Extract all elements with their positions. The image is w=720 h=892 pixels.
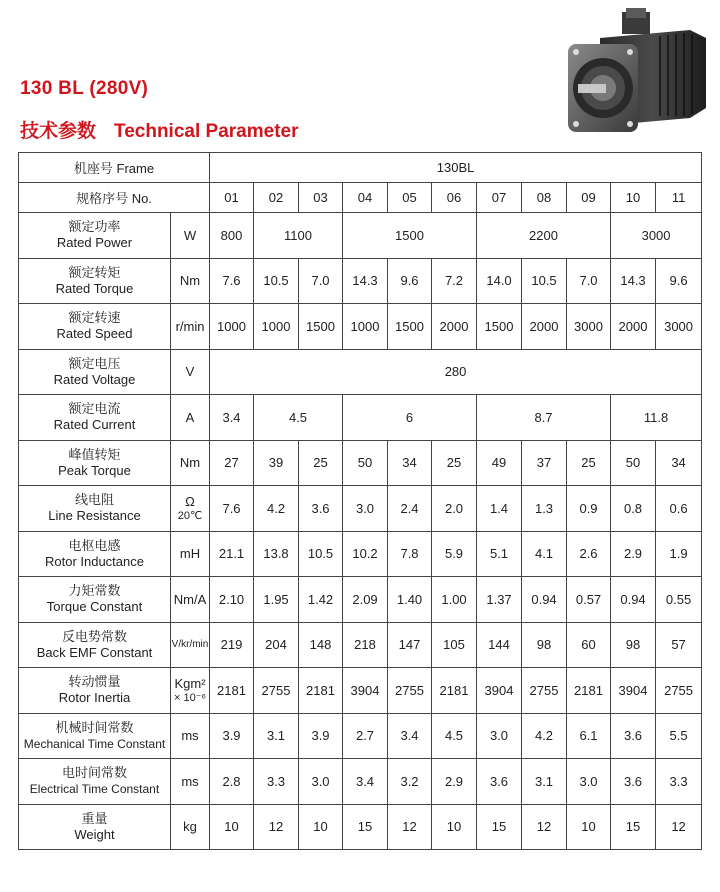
param-value: 2.6 [567,531,611,577]
param-unit [171,258,210,304]
param-value: 800 [210,213,254,259]
param-value: 14.3 [343,258,388,304]
param-value: 3.1 [522,759,567,805]
param-unit-main: Ω [185,494,195,510]
param-value: 14.0 [477,258,522,304]
param-value: 3.4 [210,395,254,441]
param-unit [171,804,210,850]
param-name [19,213,171,259]
param-value: 8.7 [477,395,611,441]
param-name-cn: 重量 [81,810,108,826]
param-value: 2755 [388,668,432,714]
spec-no-10: 10 [611,183,656,213]
param-unit-sub: × 10⁻⁶ [173,692,207,705]
param-value: 10.5 [254,258,299,304]
param-name-en: Rated Torque [55,280,134,296]
param-value: 10 [299,804,343,850]
param-name [19,759,171,805]
param-unit [171,395,210,441]
param-value: 3000 [611,213,702,259]
param-value: 204 [254,622,299,668]
spec-no-02: 02 [254,183,299,213]
param-name-cn: 额定电压 [68,355,121,371]
param-name-cn: 额定转速 [68,310,121,326]
param-name-cn: 额定功率 [68,219,121,235]
no-label: 规格序号 No. [19,183,210,213]
param-value: 14.3 [611,258,656,304]
param-unit [171,713,210,759]
param-value: 3.6 [611,759,656,805]
param-name [19,577,171,623]
param-name [19,395,171,441]
param-value: 2000 [522,304,567,350]
param-value: 3.9 [210,713,254,759]
param-value: 1.3 [522,486,567,532]
param-value: 4.2 [254,486,299,532]
param-value: 3.0 [343,486,388,532]
param-row-line-resistance [19,486,702,532]
param-value: 0.9 [567,486,611,532]
param-value: 2181 [299,668,343,714]
param-value: 25 [432,440,477,486]
param-unit-main: Nm [179,455,201,471]
param-value: 0.94 [522,577,567,623]
param-value: 2000 [432,304,477,350]
param-name [19,622,171,668]
param-name-en: Rated Power [56,235,133,251]
spec-no-04: 04 [343,183,388,213]
param-value: 1.9 [656,531,702,577]
param-value: 105 [432,622,477,668]
param-name-cn: 力矩常数 [68,583,121,599]
param-unit-main: mH [179,546,201,562]
param-value: 10 [432,804,477,850]
param-name-cn: 额定电流 [68,401,121,417]
param-name [19,349,171,395]
param-unit-main: kg [183,819,197,835]
section-title [20,116,298,143]
param-name-cn: 线电阻 [74,492,114,508]
param-value: 15 [611,804,656,850]
param-value: 49 [477,440,522,486]
param-value: 6.1 [567,713,611,759]
param-value: 1.42 [299,577,343,623]
param-row-back-emf-constant [19,622,702,668]
param-value: 3.3 [254,759,299,805]
param-value: 0.55 [656,577,702,623]
param-value: 25 [299,440,343,486]
param-row-rotor-inertia [19,668,702,714]
param-value: 0.94 [611,577,656,623]
param-row-mechanical-time-constant [19,713,702,759]
param-value: 4.5 [432,713,477,759]
param-value: 1.4 [477,486,522,532]
param-value: 2.10 [210,577,254,623]
frame-value: 130BL [210,153,702,183]
param-value: 1500 [299,304,343,350]
param-value: 12 [388,804,432,850]
param-value: 2.4 [388,486,432,532]
spec-no-09: 09 [567,183,611,213]
param-name [19,440,171,486]
param-unit-main: Nm [179,273,201,289]
param-row-rated-speed [19,304,702,350]
param-value: 0.6 [656,486,702,532]
param-value: 2000 [611,304,656,350]
param-value: 3904 [611,668,656,714]
param-value: 2.8 [210,759,254,805]
param-value: 6 [343,395,477,441]
param-unit-main: Kgm² [174,676,206,692]
param-value: 50 [343,440,388,486]
param-value: 60 [567,622,611,668]
param-name [19,486,171,532]
param-name-en: Mechanical Time Constant [23,736,166,751]
param-value: 37 [522,440,567,486]
param-value: 2755 [254,668,299,714]
param-value: 98 [611,622,656,668]
param-value: 10 [210,804,254,850]
param-row-electrical-time-constant [19,759,702,805]
param-value: 0.57 [567,577,611,623]
param-row-torque-constant [19,577,702,623]
spec-no-08: 08 [522,183,567,213]
param-value: 2755 [522,668,567,714]
param-value: 1.40 [388,577,432,623]
param-name [19,304,171,350]
param-row-rated-power [19,213,702,259]
param-value: 9.6 [388,258,432,304]
frame-row [19,153,702,183]
param-value: 15 [343,804,388,850]
param-value: 2.9 [432,759,477,805]
param-unit-main: V [185,364,195,380]
param-value: 147 [388,622,432,668]
param-value: 148 [299,622,343,668]
param-value: 1000 [343,304,388,350]
param-value: 3.0 [477,713,522,759]
param-name-en: Weight [74,826,115,842]
param-name-cn: 机械时间常数 [55,719,134,735]
spec-no-11: 11 [656,183,702,213]
param-name-cn: 电时间常数 [61,765,127,781]
param-name-en: Back EMF Constant [36,644,153,660]
param-value: 3.9 [299,713,343,759]
param-row-weight [19,804,702,850]
param-row-rated-current [19,395,702,441]
param-name [19,258,171,304]
spec-no-06: 06 [432,183,477,213]
param-value: 3000 [567,304,611,350]
param-value: 39 [254,440,299,486]
param-value: 2181 [567,668,611,714]
param-value: 7.0 [567,258,611,304]
param-value: 3.6 [477,759,522,805]
param-value: 1.37 [477,577,522,623]
param-value: 25 [567,440,611,486]
param-value: 7.6 [210,258,254,304]
param-unit [171,577,210,623]
param-value: 1.95 [254,577,299,623]
param-name-en: Peak Torque [58,462,131,478]
param-value: 13.8 [254,531,299,577]
param-value: 1500 [388,304,432,350]
param-name-en: Torque Constant [46,599,143,615]
param-name-en: Rated Speed [56,326,133,342]
param-value: 50 [611,440,656,486]
param-value: 1500 [477,304,522,350]
param-unit-main: A [185,409,195,425]
param-value: 2.09 [343,577,388,623]
param-value: 34 [656,440,702,486]
param-unit [171,759,210,805]
spec-table [18,152,702,850]
param-name-en: Rotor Inductance [44,553,144,569]
param-value: 280 [210,349,702,395]
param-value: 5.1 [477,531,522,577]
param-value: 1.00 [432,577,477,623]
param-value: 1500 [343,213,477,259]
param-value: 3.6 [611,713,656,759]
param-value: 2.0 [432,486,477,532]
param-value: 218 [343,622,388,668]
param-value: 144 [477,622,522,668]
param-row-rotor-inductance [19,531,702,577]
param-name [19,804,171,850]
param-value: 2181 [432,668,477,714]
param-row-rated-torque [19,258,702,304]
param-unit-main: ms [181,728,199,744]
param-value: 5.9 [432,531,477,577]
param-name-en: Electrical Time Constant [29,782,160,797]
param-name-cn: 额定转矩 [68,264,121,280]
param-value: 3000 [656,304,702,350]
section-title-en: Technical Parameter [114,121,299,142]
param-row-rated-voltage [19,349,702,395]
param-value: 2.7 [343,713,388,759]
param-unit [171,486,210,532]
param-name-en: Rated Current [53,417,136,433]
spec-no-07: 07 [477,183,522,213]
param-name [19,668,171,714]
param-name [19,713,171,759]
param-value: 3904 [477,668,522,714]
model-title: 130 BL (280V) [20,78,149,99]
param-value: 12 [254,804,299,850]
param-value: 3.0 [299,759,343,805]
param-value: 7.8 [388,531,432,577]
param-value: 2.9 [611,531,656,577]
param-value: 4.2 [522,713,567,759]
param-value: 12 [656,804,702,850]
param-value: 1000 [210,304,254,350]
param-unit-main: V/kr/min [171,639,209,651]
param-value: 2181 [210,668,254,714]
param-name [19,531,171,577]
param-name-cn: 电枢电感 [68,537,121,553]
param-unit [171,440,210,486]
param-unit [171,622,210,668]
param-unit [171,668,210,714]
param-value: 2755 [656,668,702,714]
param-name-en: Rated Voltage [53,371,136,387]
param-unit [171,531,210,577]
param-unit [171,304,210,350]
param-value: 15 [477,804,522,850]
param-name-en: Rotor Inertia [58,690,131,706]
param-name-cn: 转动惯量 [68,674,121,690]
param-unit [171,213,210,259]
spec-no-03: 03 [299,183,343,213]
param-value: 3.4 [388,713,432,759]
param-value: 12 [522,804,567,850]
param-unit-main: W [183,227,197,243]
section-title-cn: 技术参数 [20,121,97,142]
param-name-en: Line Resistance [48,508,141,524]
param-name-cn: 峰值转矩 [68,446,121,462]
no-row [19,183,702,213]
param-value: 3.3 [656,759,702,805]
frame-label: 机座号 Frame [19,153,210,183]
param-value: 9.6 [656,258,702,304]
spec-no-01: 01 [210,183,254,213]
param-value: 2200 [477,213,611,259]
param-value: 3.4 [343,759,388,805]
param-value: 3904 [343,668,388,714]
param-value: 57 [656,622,702,668]
param-value: 10.2 [343,531,388,577]
param-value: 4.5 [254,395,343,441]
param-value: 7.6 [210,486,254,532]
param-value: 27 [210,440,254,486]
param-row-peak-torque [19,440,702,486]
param-value: 3.1 [254,713,299,759]
param-name-cn: 反电势常数 [61,628,127,644]
spec-no-05: 05 [388,183,432,213]
param-value: 34 [388,440,432,486]
param-unit-sub: 20℃ [177,510,203,523]
param-value: 3.0 [567,759,611,805]
param-unit-main: ms [181,773,199,789]
param-value: 10.5 [522,258,567,304]
param-value: 0.8 [611,486,656,532]
param-unit [171,349,210,395]
param-value: 10.5 [299,531,343,577]
param-value: 1100 [254,213,343,259]
servo-motor-image [560,8,710,140]
param-unit-main: Nm/A [173,591,207,607]
param-value: 21.1 [210,531,254,577]
param-value: 3.6 [299,486,343,532]
param-value: 3.2 [388,759,432,805]
param-value: 219 [210,622,254,668]
param-value: 7.2 [432,258,477,304]
param-value: 4.1 [522,531,567,577]
param-value: 98 [522,622,567,668]
param-unit-main: r/min [175,318,205,334]
param-value: 11.8 [611,395,702,441]
param-value: 1000 [254,304,299,350]
param-value: 10 [567,804,611,850]
param-value: 7.0 [299,258,343,304]
param-value: 5.5 [656,713,702,759]
